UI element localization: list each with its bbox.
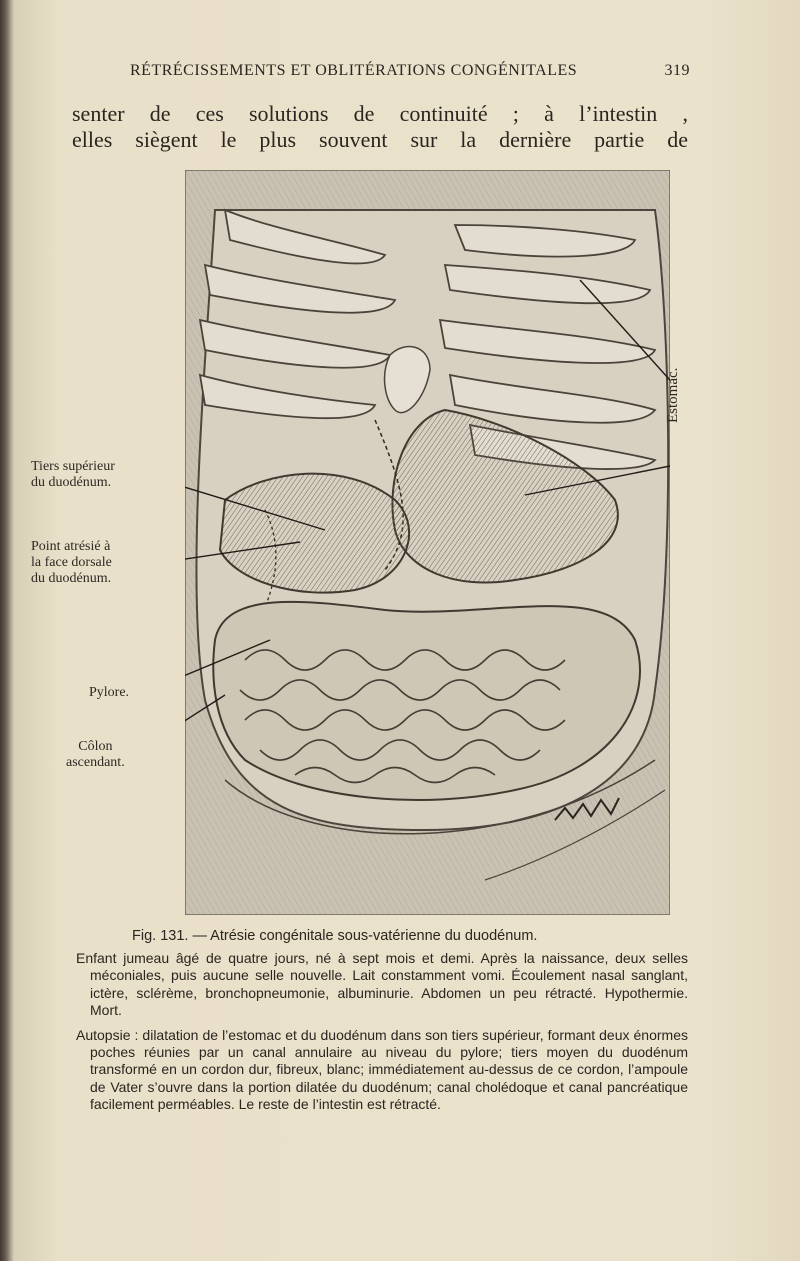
autopsy-paragraph: Autopsie : dilatation de l’estomac et du duodénum dans son tiers supérieur, formant deux énormes poches réunies par un canal annulaire au niveau du pylore; tiers moyen du duodénum transformé en un cordon dur, fibreux, blanc; immédiatement au-dessus de ce cordon, l’ampoule de Vater s’ouvre dans la portion dilatée du duodénum; canal cholédoque et canal pancréatique facilement perméables. Le reste de l’intestin est rétracté. xyxy=(76,1026,688,1113)
label-tiers-superieur: Tiers supérieur du duodénum. xyxy=(31,459,115,490)
body-line: elles siègent le plus souvent sur la dernière partie de xyxy=(72,127,688,152)
body-text xyxy=(72,101,688,153)
figure-caption: Fig. 131. — Atrésie congénitale sous-vatérienne du duodénum. xyxy=(132,928,538,944)
anatomical-illustration xyxy=(185,170,670,915)
running-title: RÉTRÉCISSEMENTS ET OBLITÉRATIONS CONGÉNITALES xyxy=(130,62,578,79)
label-colon: Côlon ascendant. xyxy=(66,739,125,770)
running-head xyxy=(130,62,690,84)
case-paragraph: Enfant jumeau âgé de quatre jours, né à sept mois et demi. Après la naissance, deux selles méconiales, puis aucune selle nouvelle. Lait constamment vomi. Écoulement nasal sanglant, ictère, sclérème, bronchopneumonie, albuminurie. Abdomen un peu rétracté. Hypothermie. Mort. xyxy=(76,950,688,1019)
body-line: senter de ces solutions de continuité ; à l’intestin , xyxy=(72,101,688,126)
label-pylore: Pylore. xyxy=(89,685,130,700)
clinical-notes xyxy=(76,950,688,1121)
label-point-atresie: Point atrésié à la face dorsale du duodénum. xyxy=(31,539,112,586)
label-estomac: Estomac. xyxy=(665,367,681,423)
page-number: 319 xyxy=(664,62,690,79)
